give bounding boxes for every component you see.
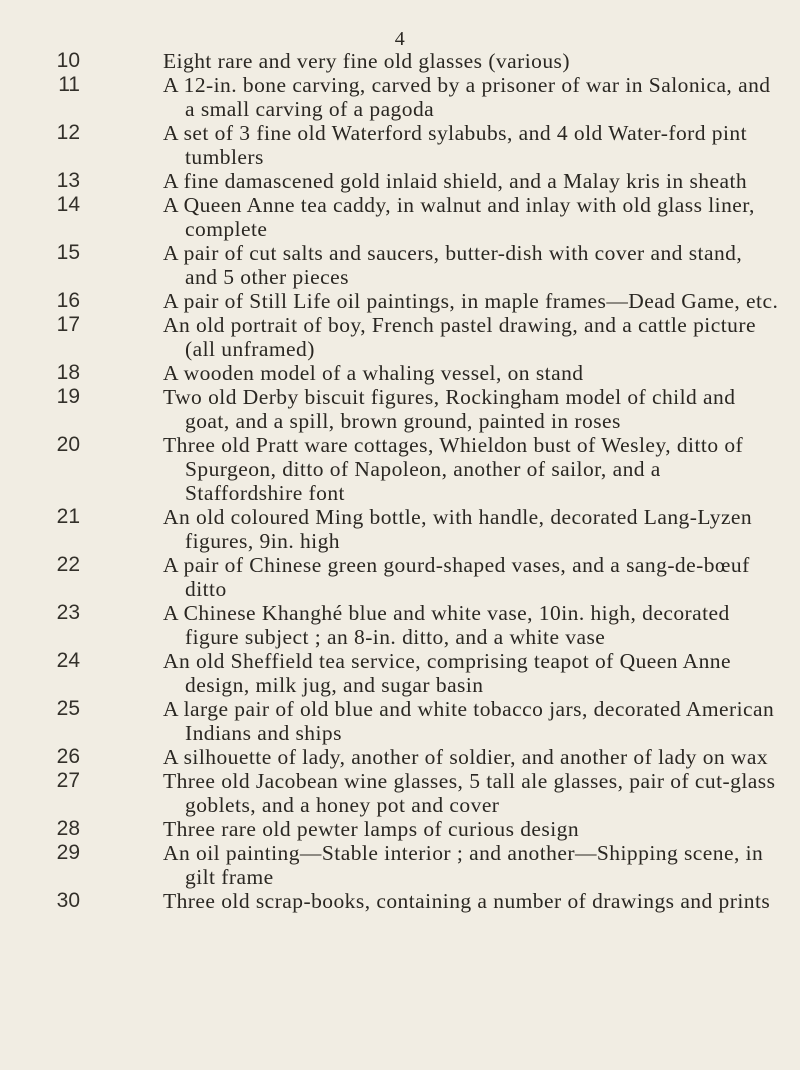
lot-item bbox=[0, 241, 800, 289]
lot-item bbox=[0, 289, 800, 313]
lot-item bbox=[0, 49, 800, 73]
lot-item bbox=[0, 505, 800, 553]
lot-number: 21 bbox=[56, 505, 80, 528]
lot-number: 24 bbox=[56, 649, 80, 672]
lot-item bbox=[0, 169, 800, 193]
lot-number: 12 bbox=[56, 121, 80, 144]
lot-number: 27 bbox=[56, 769, 80, 792]
lot-item bbox=[0, 361, 800, 385]
lot-description: Three old Jacobean wine glasses, 5 tall ale glasses, pair of cut-glass goblets, and a honey pot and cover bbox=[163, 769, 776, 817]
lot-description: A set of 3 fine old Waterford sylabubs, and 4 old Water-ford pint tumblers bbox=[163, 121, 748, 169]
lot-item bbox=[0, 697, 800, 745]
lot-number: 10 bbox=[56, 49, 80, 72]
lot-description: An oil painting—Stable interior ; and another—Shipping scene, in gilt frame bbox=[163, 841, 764, 889]
lot-item bbox=[0, 553, 800, 601]
lot-item bbox=[0, 745, 800, 769]
lot-number: 16 bbox=[56, 289, 80, 312]
lot-number: 28 bbox=[56, 817, 80, 840]
lot-description: A wooden model of a whaling vessel, on stand bbox=[163, 361, 584, 385]
lot-number: 13 bbox=[56, 169, 80, 192]
lot-item bbox=[0, 313, 800, 361]
lot-number: 29 bbox=[56, 841, 80, 864]
lot-description: A fine damascened gold inlaid shield, and a Malay kris in sheath bbox=[163, 169, 748, 193]
lot-description: An old Sheffield tea service, comprising teapot of Queen Anne design, milk jug, and sugar basin bbox=[163, 649, 731, 697]
lot-description: Three rare old pewter lamps of curious design bbox=[163, 817, 580, 841]
lot-number: 25 bbox=[56, 697, 80, 720]
lot-description: A 12-in. bone carving, carved by a prisoner of war in Salonica, and a small carving of a pagoda bbox=[163, 73, 771, 121]
lot-number: 30 bbox=[56, 889, 80, 912]
lot-description: Three old Pratt ware cottages, Whieldon bust of Wesley, ditto of Spurgeon, ditto of Napoleon, another of sailor, and a Staffordshire font bbox=[163, 433, 744, 505]
lot-number: 26 bbox=[56, 745, 80, 768]
lot-description: An old portrait of boy, French pastel drawing, and a cattle picture (all unframed) bbox=[163, 313, 756, 361]
lot-number: 19 bbox=[56, 385, 80, 408]
lot-item bbox=[0, 841, 800, 889]
lot-description: A pair of Still Life oil paintings, in maple frames—Dead Game, etc. bbox=[163, 289, 779, 313]
lot-description: A pair of Chinese green gourd-shaped vases, and a sang-de-bœuf ditto bbox=[163, 553, 750, 601]
lot-description: A large pair of old blue and white tobacco jars, decorated American Indians and ships bbox=[163, 697, 775, 745]
lot-description: A pair of cut salts and saucers, butter-dish with cover and stand, and 5 other pieces bbox=[163, 241, 743, 289]
lot-item bbox=[0, 889, 800, 913]
lot-item bbox=[0, 193, 800, 241]
lot-description: A Queen Anne tea caddy, in walnut and inlay with old glass liner, complete bbox=[163, 193, 755, 241]
lot-item bbox=[0, 649, 800, 697]
lot-item bbox=[0, 385, 800, 433]
lot-description: A Chinese Khanghé blue and white vase, 10in. high, decorated figure subject ; an 8-in. ditto, and a white vase bbox=[163, 601, 730, 649]
lot-item bbox=[0, 121, 800, 169]
lot-description: A silhouette of lady, another of soldier, and another of lady on wax bbox=[163, 745, 769, 769]
lot-number: 14 bbox=[56, 193, 80, 216]
lot-number: 15 bbox=[56, 241, 80, 264]
lot-item bbox=[0, 769, 800, 817]
lot-item bbox=[0, 73, 800, 121]
lot-number: 18 bbox=[56, 361, 80, 384]
lot-item bbox=[0, 601, 800, 649]
lot-list bbox=[0, 49, 800, 913]
lot-item bbox=[0, 817, 800, 841]
lot-number: 11 bbox=[58, 73, 80, 96]
page-number: 4 bbox=[394, 28, 406, 50]
lot-description: Eight rare and very fine old glasses (various) bbox=[163, 49, 570, 73]
lot-description: Two old Derby biscuit figures, Rockingham model of child and goat, and a spill, brown ground, painted in roses bbox=[163, 385, 736, 433]
lot-description: An old coloured Ming bottle, with handle, decorated Lang-Lyzen figures, 9in. high bbox=[163, 505, 753, 553]
lot-number: 23 bbox=[56, 601, 80, 624]
lot-description: Three old scrap-books, containing a number of drawings and prints bbox=[163, 889, 771, 913]
lot-number: 22 bbox=[56, 553, 80, 576]
lot-number: 17 bbox=[56, 313, 80, 336]
lot-item bbox=[0, 433, 800, 505]
lot-number: 20 bbox=[56, 433, 80, 456]
